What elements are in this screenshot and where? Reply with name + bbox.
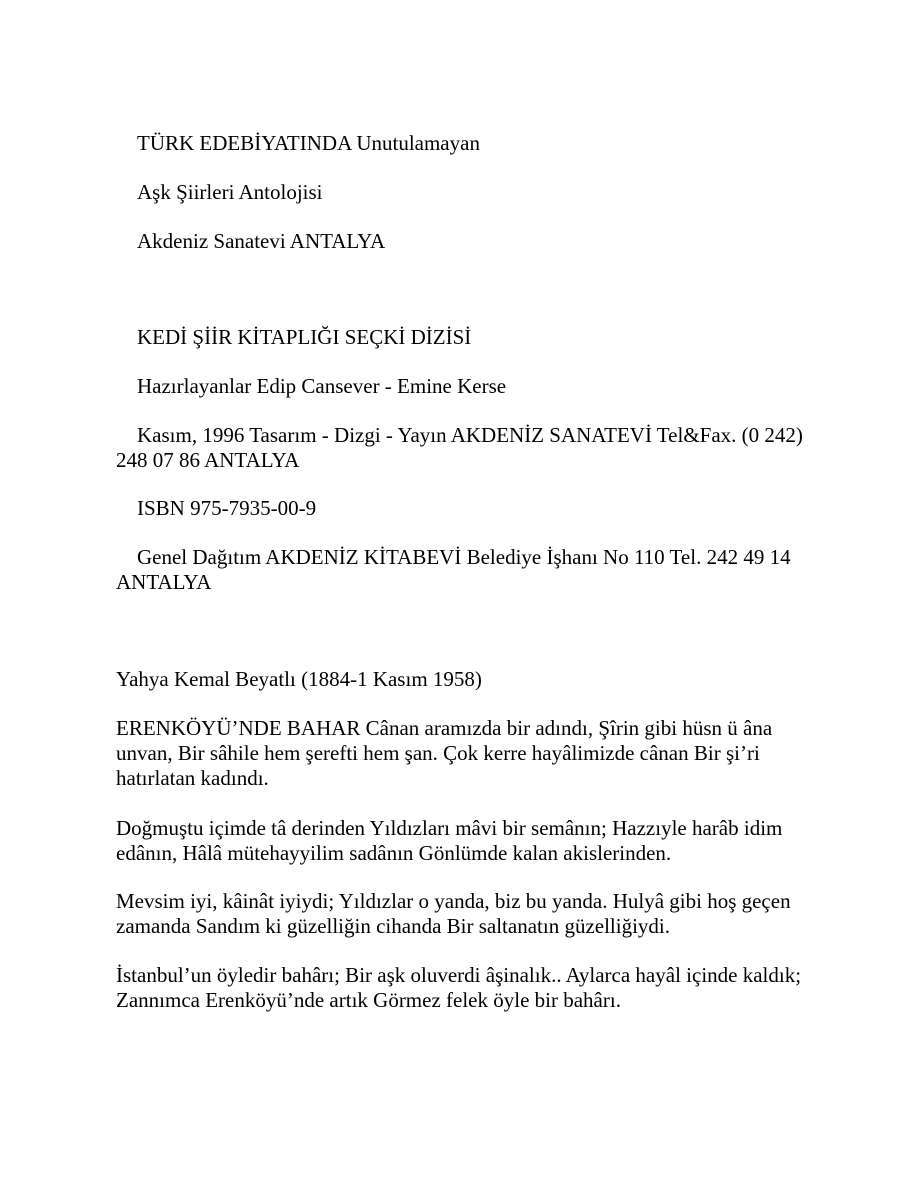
poem-stanza-4: İstanbul’un öyledir bahârı; Bir aşk oluverdi âşinalık.. Aylarca hayâl içinde kaldık; Zannımca Erenköyü’nde artık Görmez felek öyle bir bahârı. — [116, 963, 802, 1012]
series-title: KEDİ ŞİİR KİTAPLIĞI SEÇKİ DİZİSİ — [137, 325, 472, 349]
title-line-2: Aşk Şiirleri Antolojisi — [137, 180, 323, 204]
isbn-line: ISBN 975-7935-00-9 — [137, 496, 317, 520]
imprint-paragraph: Kasım, 1996 Tasarım - Dizgi - Yayın AKDENİZ SANATEVİ Tel&Fax. (0 242) 248 07 86 ANTALYA — [116, 423, 803, 472]
poem-stanza-2: Doğmuştu içimde tâ derinden Yıldızları mâvi bir semânın; Hazzıyle harâb idim edânın, Hâlâ mütehayyilim sadânın Gönlümde kalan akislerinden. — [116, 816, 783, 865]
publisher-line: Akdeniz Sanatevi ANTALYA — [137, 229, 386, 253]
editors-line: Hazırlayanlar Edip Cansever - Emine Kerse — [137, 374, 507, 398]
distribution-paragraph: Genel Dağıtım AKDENİZ KİTABEVİ Belediye İşhanı No 110 Tel. 242 49 14 ANTALYA — [116, 545, 791, 594]
poem-stanza-1: ERENKÖYÜ’NDE BAHAR Cânan aramızda bir adındı, Şîrin gibi hüsn ü âna unvan, Bir sâhile hem şerefti hem şan. Çok kerre hayâlimizde cânan Bir şi’ri hatırlatan kadındı. — [116, 716, 773, 790]
poem-stanza-3: Mevsim iyi, kâinât iyiydi; Yıldızlar o yanda, biz bu yanda. Hulyâ gibi hoş geçen zamanda Sandım ki güzelliğin cihanda Bir saltanatın güzelliğiydi. — [116, 889, 791, 938]
poem-author: Yahya Kemal Beyatlı (1884-1 Kasım 1958) — [116, 667, 482, 691]
title-line-1: TÜRK EDEBİYATINDA Unutulamayan — [137, 131, 480, 155]
